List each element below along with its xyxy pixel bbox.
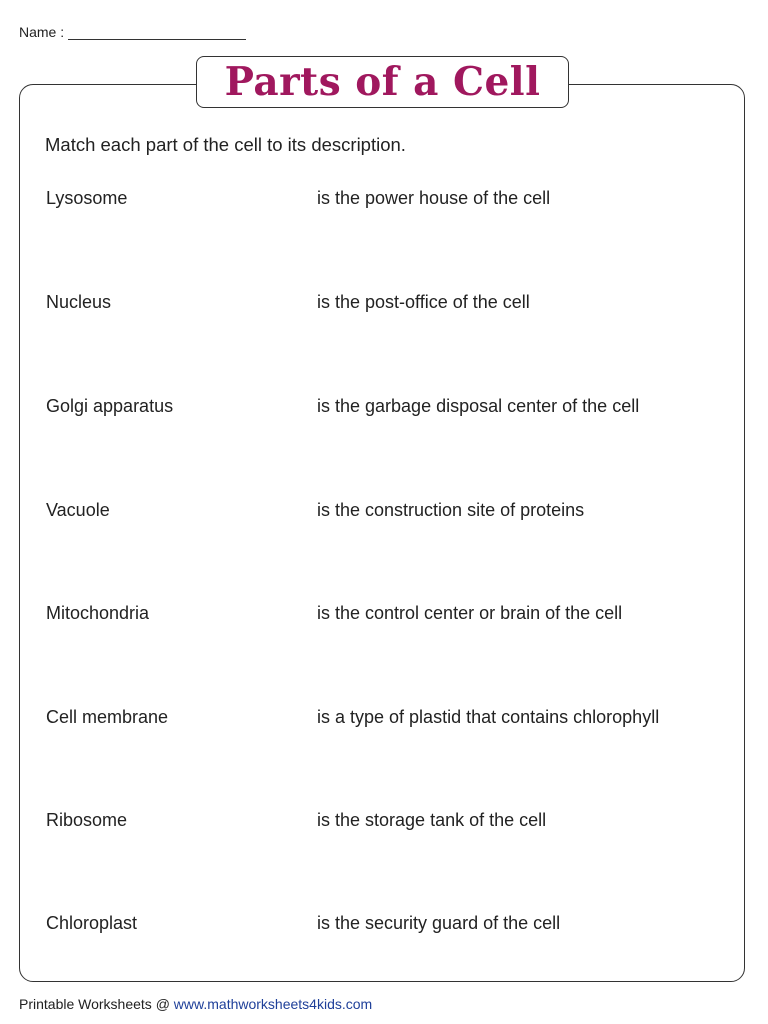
cell-part-term: Vacuole [46, 500, 110, 520]
footer [19, 996, 372, 1012]
cell-part-term: Cell membrane [46, 707, 169, 727]
cell-part-description: is the construction site of proteins [317, 500, 585, 520]
cell-part-term: Chloroplast [46, 913, 138, 933]
cell-part-description: is the post-office of the cell [317, 292, 530, 312]
cell-part-description: is the power house of the cell [317, 188, 551, 208]
title-box [196, 56, 569, 108]
worksheet-frame [19, 84, 745, 982]
cell-part-description: is the garbage disposal center of the cell [317, 396, 640, 416]
cell-part-description: is the storage tank of the cell [317, 810, 547, 830]
page-title: Parts of a Cell [224, 59, 541, 105]
cell-part-term: Lysosome [46, 188, 128, 208]
footer-prefix: Printable Worksheets @ [19, 996, 174, 1012]
cell-part-description: is a type of plastid that contains chlorophyll [317, 707, 660, 727]
name-field-row [19, 22, 246, 40]
footer-link[interactable]: www.mathworksheets4kids.com [173, 996, 373, 1012]
instruction-text: Match each part of the cell to its description. [45, 134, 406, 155]
cell-part-term: Mitochondria [46, 603, 150, 623]
cell-part-description: is the control center or brain of the cell [317, 603, 623, 623]
cell-part-term: Golgi apparatus [46, 396, 174, 416]
name-label: Name : [19, 24, 65, 40]
cell-part-description: is the security guard of the cell [317, 913, 561, 933]
name-blank-line[interactable] [68, 22, 246, 40]
cell-part-term: Nucleus [46, 292, 112, 312]
cell-part-term: Ribosome [46, 810, 128, 830]
